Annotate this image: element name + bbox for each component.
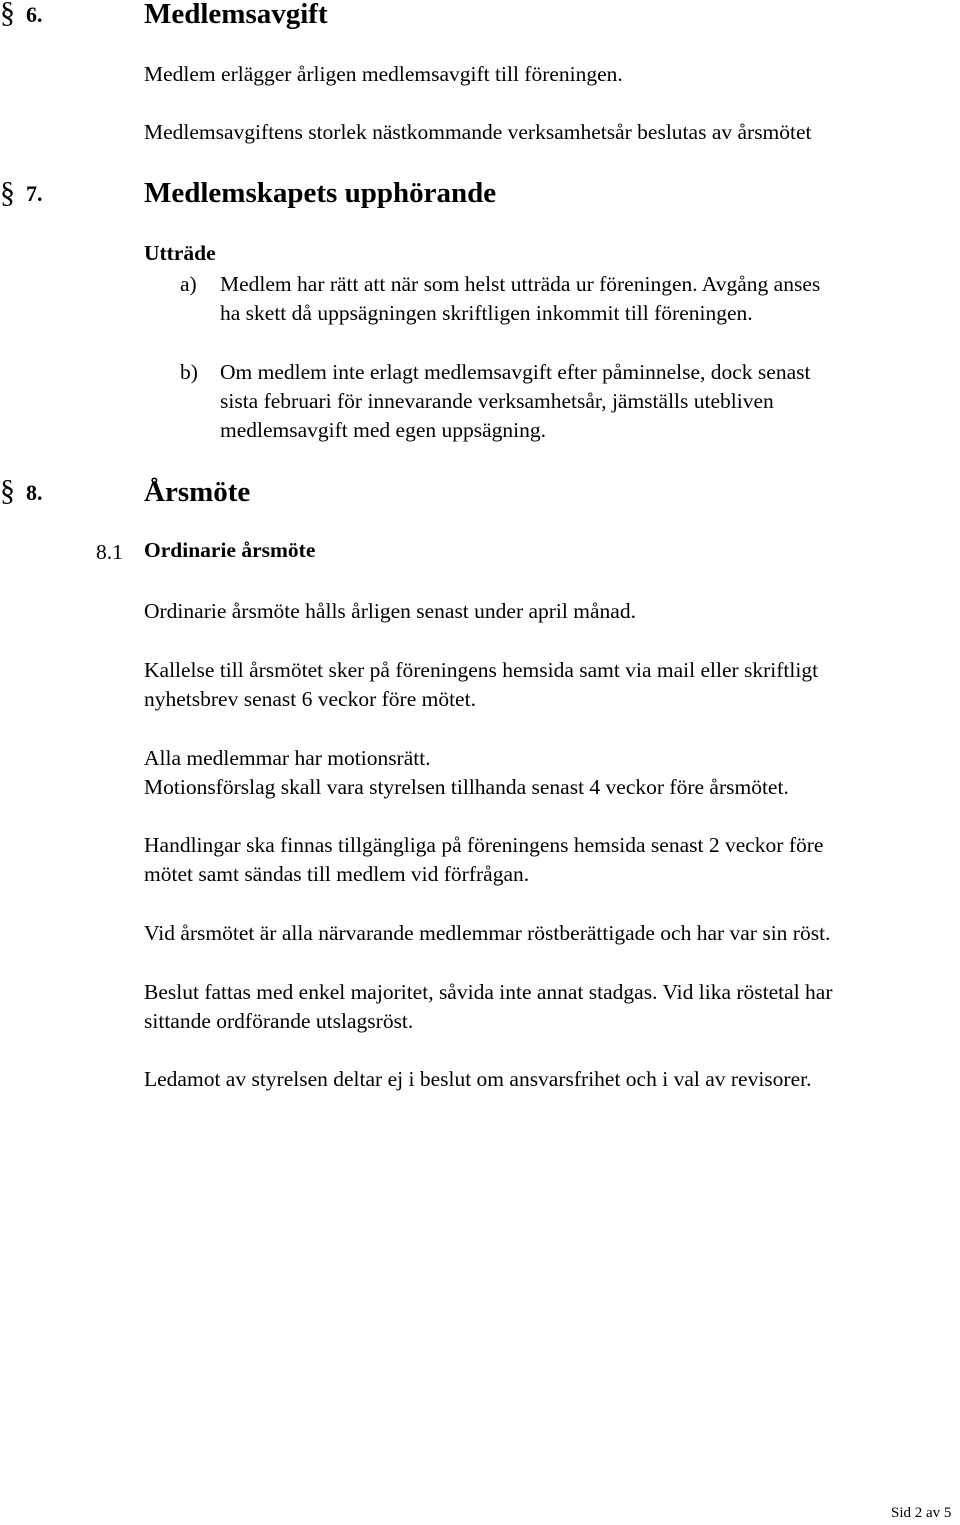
paragraph: Ordinarie årsmöte hålls årligen senast under april månad. (144, 599, 636, 623)
section-number: 7. (26, 181, 43, 206)
paragraph: mötet samt sändas till medlem vid förfrågan. (144, 862, 530, 886)
section-title: Medlemskapets upphörande (144, 177, 497, 209)
paragraph: Vid årsmötet är alla närvarande medlemmar röstberättigade och har var sin röst. (144, 921, 831, 945)
paragraph: Medlem erlägger årligen medlemsavgift till föreningen. (144, 62, 623, 86)
subsection-title: Ordinarie årsmöte (144, 538, 316, 562)
paragraph: sittande ordförande utslagsröst. (144, 1009, 414, 1033)
section-number: 8. (26, 480, 43, 505)
paragraph: nyhetsbrev senast 6 veckor före mötet. (144, 687, 476, 711)
subheading: Utträde (144, 241, 216, 265)
list-marker: a) (180, 272, 197, 296)
list-item-text: Medlem har rätt att när som helst utträda ur föreningen. Avgång anses (220, 272, 821, 296)
paragraph: Handlingar ska finnas tillgängliga på föreningens hemsida senast 2 veckor före (144, 833, 824, 857)
paragraph: Kallelse till årsmötet sker på föreningens hemsida samt via mail eller skriftligt (144, 658, 819, 682)
section-symbol: § (0, 176, 15, 209)
list-item-text: sista februari för innevarande verksamhetsår, jämställs utebliven (220, 389, 774, 413)
section-symbol: § (0, 474, 15, 507)
paragraph: Motionsförslag skall vara styrelsen tillhanda senast 4 veckor före årsmötet. (144, 775, 789, 799)
paragraph: Alla medlemmar har motionsrätt. (144, 746, 431, 770)
subsection-number: 8.1 (96, 540, 123, 564)
list-item-text: ha skett då uppsägningen skriftligen inkommit till föreningen. (220, 301, 753, 325)
paragraph: Ledamot av styrelsen deltar ej i beslut om ansvarsfrihet och i val av revisorer. (144, 1067, 812, 1091)
section-symbol: § (0, 0, 15, 29)
section-number: 6. (26, 2, 43, 27)
list-marker: b) (180, 360, 198, 384)
section-title: Medlemsavgift (144, 0, 328, 30)
paragraph: Medlemsavgiftens storlek nästkommande verksamhetsår beslutas av årsmötet (144, 120, 812, 144)
list-item-text: medlemsavgift med egen uppsägning. (220, 418, 547, 442)
paragraph: Beslut fattas med enkel majoritet, såvida inte annat stadgas. Vid lika röstetal har (144, 980, 833, 1004)
section-title: Årsmöte (144, 476, 251, 508)
list-item-text: Om medlem inte erlagt medlemsavgift efter påminnelse, dock senast (220, 360, 811, 384)
page-number: Sid 2 av 5 (891, 1505, 952, 1521)
